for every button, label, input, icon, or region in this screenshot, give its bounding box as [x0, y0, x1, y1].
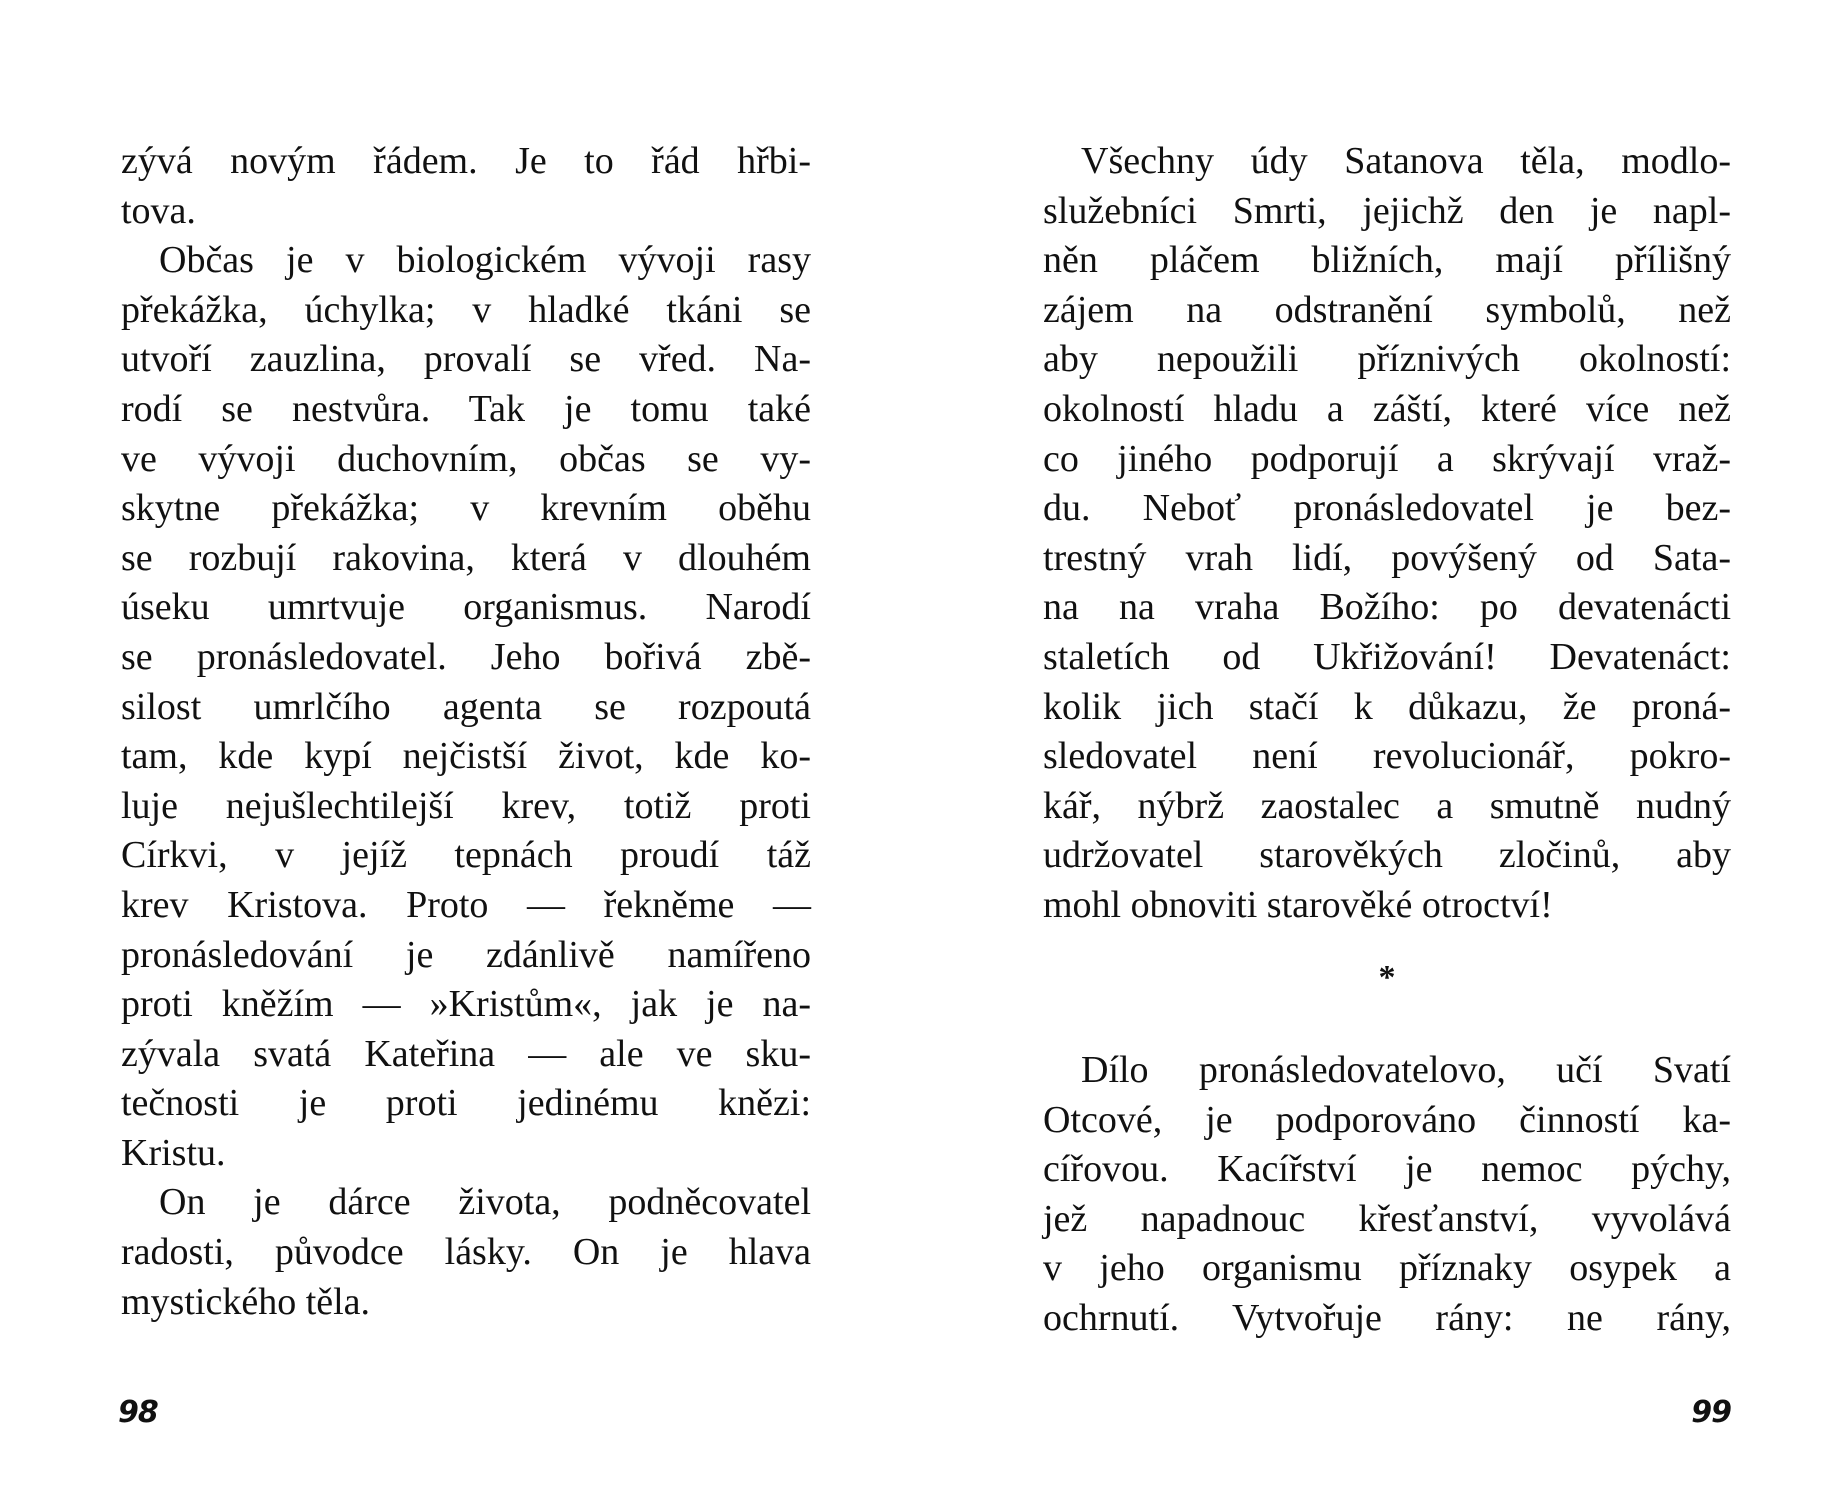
text-line: zývá novým řádem. Je to řád hřbi-	[121, 140, 811, 182]
page-number: 99	[1691, 1395, 1731, 1430]
text-line: trestný vrah lidí, povýšený od Sata-	[1043, 536, 1731, 579]
right-text-column	[1043, 137, 1731, 1344]
text-line: jež napadnouc křesťanství, vyvolává	[1043, 1197, 1731, 1240]
section-separator-asterisk: *	[1378, 958, 1396, 996]
paragraph	[121, 1178, 811, 1327]
text-line: Otcové, je podporováno činností ka-	[1043, 1098, 1731, 1141]
text-line: Dílo pronásledovatelovo, učí Svatí	[1081, 1049, 1731, 1092]
text-line: překážka, úchylka; v hladké tkáni se	[121, 288, 811, 331]
text-line: sledovatel není revolucionář, pokro-	[1043, 735, 1731, 778]
text-line: se rozbují rakovina, která v dlouhém	[121, 536, 811, 579]
text-line: tam, kde kypí nejčistší život, kde ko-	[121, 735, 811, 778]
left-text-column	[121, 137, 811, 1327]
text-line: zájem na odstranění symbolů, než	[1043, 288, 1731, 331]
text-line: krev Kristova. Proto — řekněme —	[121, 883, 811, 926]
paragraph	[1043, 137, 1731, 931]
text-line: Všechny údy Satanova těla, modlo-	[1081, 140, 1731, 182]
paragraph	[1043, 1046, 1731, 1344]
text-line: luje nejušlechtilejší krev, totiž proti	[121, 784, 811, 827]
text-line: mohl obnoviti starověké otroctví!	[1043, 883, 1553, 926]
paragraph-group	[1043, 1046, 1731, 1344]
text-line: cířovou. Kacířství je nemoc pýchy,	[1043, 1148, 1731, 1191]
text-line: staletích od Ukřižování! Devatenáct:	[1043, 635, 1731, 678]
text-line: v jeho organismu příznaky osypek a	[1043, 1247, 1731, 1290]
text-line: ochrnutí. Vytvořuje rány: ne rány,	[1043, 1297, 1731, 1340]
text-line: kář, nýbrž zaostalec a smutně nudný	[1043, 784, 1731, 827]
page-number: 98	[118, 1395, 158, 1430]
text-line: mystického těla.	[121, 1280, 371, 1323]
text-line: na na vraha Božího: po devatenácti	[1043, 586, 1731, 629]
text-line: rodí se nestvůra. Tak je tomu také	[121, 387, 811, 430]
text-line: silost umrlčího agenta se rozpoutá	[121, 685, 811, 728]
text-line: kolik jich stačí k důkazu, že proná-	[1043, 685, 1731, 728]
text-line: aby nepoužili příznivých okolností:	[1043, 338, 1731, 381]
text-line: On je dárce života, podněcovatel	[159, 1181, 811, 1224]
text-line: zývala svatá Kateřina — ale ve sku-	[121, 1032, 811, 1075]
right-page	[914, 0, 1828, 1501]
text-line: okolností hladu a záští, které více než	[1043, 387, 1731, 430]
paragraph-group	[1043, 137, 1731, 931]
text-line: se pronásledovatel. Jeho bořivá zbě-	[121, 635, 811, 678]
text-line: du. Neboť pronásledovatel je bez-	[1043, 487, 1731, 530]
text-line: služebníci Smrti, jejichž den je napl-	[1043, 189, 1731, 232]
text-line: tova.	[121, 189, 196, 232]
text-line: utvoří zauzlina, provalí se vřed. Na-	[121, 338, 811, 381]
paragraph	[121, 236, 811, 1178]
text-line: co jiného podporují a skrývají vraž-	[1043, 437, 1731, 480]
text-line: Církvi, v jejíž tepnách proudí táž	[121, 834, 811, 877]
paragraph	[121, 137, 811, 236]
text-line: Občas je v biologickém vývoji rasy	[159, 239, 811, 282]
text-line: tečnosti je proti jedinému knězi:	[121, 1082, 811, 1125]
text-line: ve vývoji duchovním, občas se vy-	[121, 437, 811, 480]
text-line: proti kněžím — »Kristům«, jak je na-	[121, 983, 811, 1026]
text-line: udržovatel starověkých zločinů, aby	[1043, 834, 1731, 877]
text-line: skytne překážka; v krevním oběhu	[121, 487, 811, 530]
text-line: Kristu.	[121, 1131, 226, 1174]
text-line: pronásledování je zdánlivě namířeno	[121, 933, 811, 976]
text-line: radosti, původce lásky. On je hlava	[121, 1231, 811, 1274]
text-line: úseku umrtvuje organismus. Narodí	[121, 586, 811, 629]
text-line: něn pláčem bližních, mají přílišný	[1043, 239, 1731, 282]
